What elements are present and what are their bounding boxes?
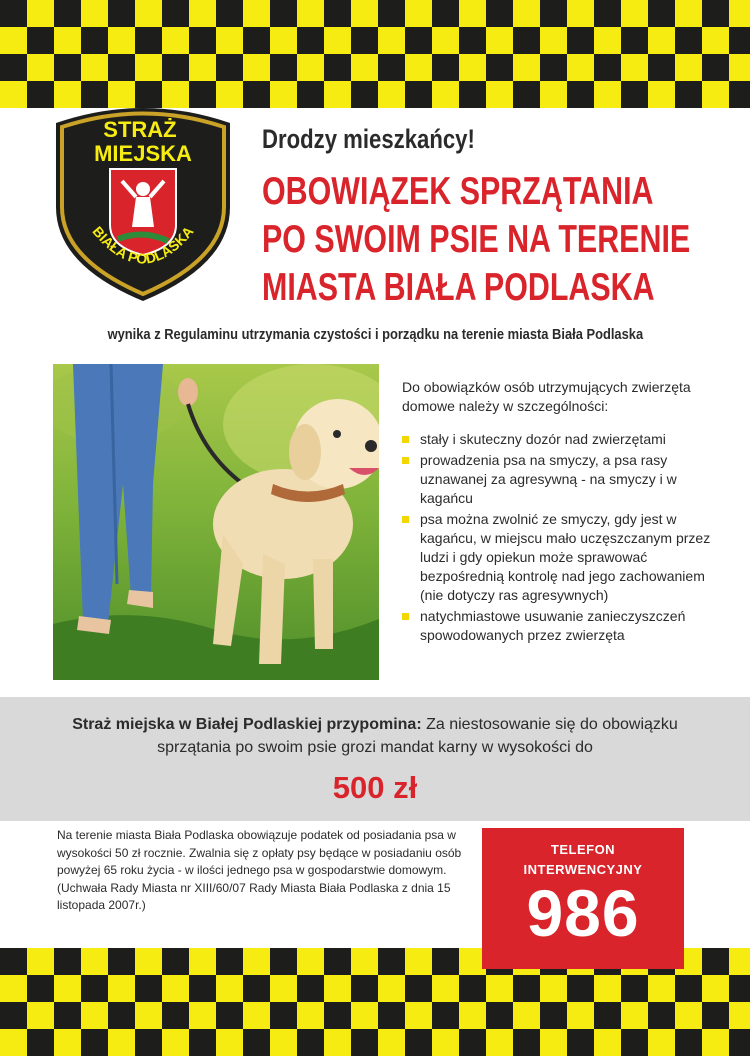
dog-walk-photo: [53, 364, 379, 680]
regulation-subtitle: wynika z Regulaminu utrzymania czystości i porządku na terenie miasta Biała Podlaska: [107, 326, 643, 343]
phone-label-line1: TELEFON: [550, 842, 616, 857]
list-item: psa można zwolnić ze smyczy, gdy jest w kagańcu, w miejscu mało uczęszczanym przez ludzi i gdy opiekun może sprawować bezpośrednią kontrolę nad jego zachowaniem (nie dotyczy ras agresywnych): [402, 510, 712, 605]
checker-border-top: [0, 0, 750, 108]
main-title: [262, 168, 690, 312]
bullet-icon: [402, 613, 409, 620]
title-line: PO SWOIM PSIE NA TERENIE: [262, 218, 691, 261]
obligations-info: [402, 378, 712, 647]
dog-tax-note: Na terenie miasta Biała Podlaska obowiązuje podatek od posiadania psa w wysokości 50 zł rocznie. Zwalnia się z opłaty psy będące w posiadaniu osób powyżej 65 roku życia - w ilości jednego psa w gospodarstwie domowym. (Uchwała Rady Miasta nr XIII/60/07 Rady Miasta Biała Podlaska z dnia 15 listopada 2007r.): [57, 828, 462, 912]
obligations-list: [402, 430, 712, 645]
phone-label-line2: INTERWENCYJNY: [523, 862, 643, 877]
reminder-bold: Straż miejska w Białej Podlaskiej przypomina:: [72, 716, 422, 733]
bullet-icon: [402, 516, 409, 523]
title-line: MIASTA BIAŁA PODLASKA: [262, 266, 655, 309]
svg-text:STRAŻ MIEJSKA: [94, 117, 192, 166]
badge-line1: STRAŻ: [103, 117, 177, 142]
phone-number: 986: [526, 876, 640, 950]
reminder-body: Za niestosowanie się do obowiązku sprzątania po swoim psie grozi mandat karny w wysokości do: [157, 716, 678, 756]
list-item: prowadzenia psa na smyczy, a psa rasy uznawanej za agresywną - na smyczy i w kagańcu: [402, 451, 712, 508]
reminder-text: [60, 713, 690, 759]
straz-miejska-badge: [52, 97, 234, 303]
greeting: Drodzy mieszkańcy!: [262, 124, 475, 154]
bullet-icon: [402, 436, 409, 443]
emergency-phone-box: [482, 828, 684, 969]
obligations-intro: Do obowiązków osób utrzymujących zwierzęta domowe należy w szczególności:: [402, 379, 691, 414]
badge-line2: MIEJSKA: [94, 141, 192, 166]
fine-amount: 500 zł: [332, 770, 418, 805]
list-item: natychmiastowe usuwanie zanieczyszczeń spowodowanych przez zwierzęta: [402, 607, 712, 645]
badge-bottom-text: BIAŁA PODLASKA: [89, 223, 197, 267]
list-item: stały i skuteczny dozór nad zwierzętami: [402, 430, 712, 449]
title-line: OBOWIĄZEK SPRZĄTANIA: [262, 170, 654, 213]
bullet-icon: [402, 457, 409, 464]
